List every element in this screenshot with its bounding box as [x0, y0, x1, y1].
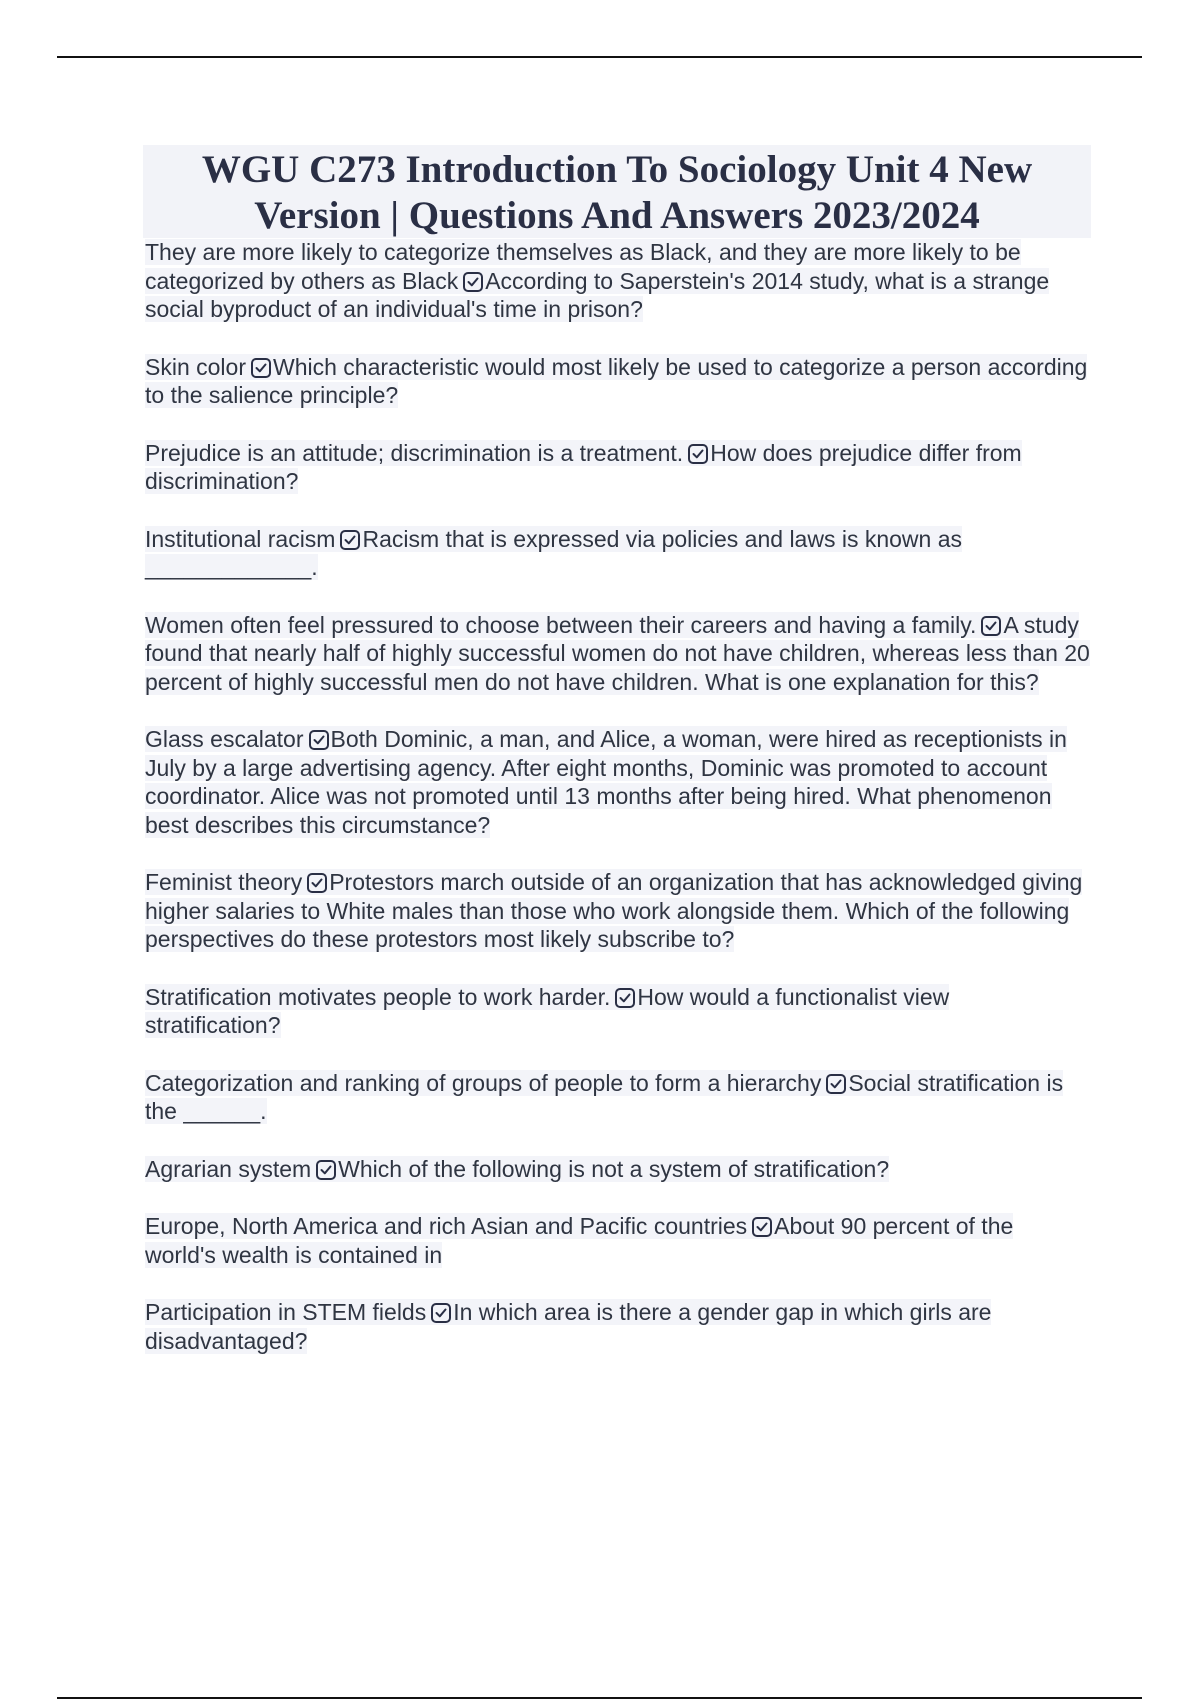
- answer-text: Women often feel pressured to choose between their careers and having a family.: [145, 611, 977, 638]
- checkbox-checked-icon: [615, 988, 635, 1008]
- answer-text: Institutional racism: [145, 525, 336, 552]
- question-text: According to Saperstein's 2014 study, what is a strange social byproduct of an individual's time in prison?: [145, 267, 1050, 322]
- document-title: WGU C273 Introduction To Sociology Unit 4 New Version | Questions And Answers 2023/2024: [201, 148, 1033, 237]
- checkbox-checked-icon: [309, 730, 329, 750]
- answer-text: Europe, North America and rich Asian and Pacific countries: [145, 1213, 748, 1239]
- question-text: How would a functionalist view stratification?: [145, 983, 950, 1038]
- qa-item: [145, 1155, 1090, 1184]
- qa-item: [145, 611, 1090, 697]
- question-text: A study found that nearly half of highly successful women do not have children, whereas less than 20 percent of highly successful men do not have children. What is one explanation for this?: [145, 611, 1090, 695]
- question-text: How does prejudice differ from discrimination?: [145, 439, 1022, 494]
- answer-text: Stratification motivates people to work harder.: [145, 983, 611, 1010]
- qa-item: [145, 1298, 1090, 1355]
- qa-item: [145, 868, 1090, 954]
- top-rule: [57, 56, 1142, 58]
- answer-text: Participation in STEM fields: [145, 1299, 427, 1325]
- checkbox-checked-icon: [826, 1074, 846, 1094]
- question-text: Both Dominic, a man, and Alice, a woman, were hired as receptionists in July by a large advertising agency. After eight months, Dominic was promoted to account coordinator. Alice was not promoted until 13 months after being hired. What phenomenon best describes this circumstance?: [145, 726, 1067, 838]
- answer-text: Prejudice is an attitude; discrimination is a treatment.: [145, 439, 684, 466]
- answer-text: They are more likely to categorize themselves as Black, and they are more likely to be categorized by others as Black: [145, 239, 1021, 294]
- qa-item: [145, 238, 1090, 324]
- question-text: In which area is there a gender gap in which girls are disadvantaged?: [145, 1299, 992, 1354]
- question-text: Protestors march outside of an organization that has acknowledged giving higher salaries to White males than those who work alongside them. Which of the following perspectives do these protestors most likely subscribe to?: [145, 869, 1083, 952]
- checkbox-checked-icon: [316, 1160, 336, 1180]
- question-text: Which characteristic would most likely be used to categorize a person according to the salience principle?: [145, 353, 1088, 408]
- answer-text: Glass escalator: [145, 726, 304, 752]
- question-text: Racism that is expressed via policies and laws is known as _____________.: [145, 525, 963, 580]
- checkbox-checked-icon: [431, 1303, 451, 1323]
- checkbox-checked-icon: [463, 272, 483, 292]
- checkbox-checked-icon: [340, 530, 360, 550]
- qa-item: [145, 1212, 1090, 1269]
- answer-text: Agrarian system: [145, 1155, 312, 1182]
- checkbox-checked-icon: [752, 1217, 772, 1237]
- bottom-rule: [57, 1697, 1142, 1699]
- question-text: Which of the following is not a system of stratification?: [338, 1155, 890, 1182]
- qa-item: [145, 983, 1090, 1040]
- qa-item: [145, 1069, 1090, 1126]
- checkbox-checked-icon: [981, 616, 1001, 636]
- question-text: About 90 percent of the world's wealth is contained in: [145, 1213, 1014, 1268]
- checkbox-checked-icon: [688, 444, 708, 464]
- question-text: Social stratification is the ______.: [145, 1069, 1064, 1124]
- qa-list: [145, 238, 1090, 1384]
- answer-text: Skin color: [145, 353, 246, 380]
- answer-text: Feminist theory: [145, 869, 303, 895]
- checkbox-checked-icon: [307, 873, 327, 893]
- checkbox-checked-icon: [251, 358, 271, 378]
- qa-item: [145, 525, 1090, 582]
- qa-item: [145, 725, 1090, 839]
- qa-item: [145, 439, 1090, 496]
- qa-item: [145, 353, 1090, 410]
- title-block: [143, 145, 1091, 238]
- answer-text: Categorization and ranking of groups of people to form a hierarchy: [145, 1069, 822, 1096]
